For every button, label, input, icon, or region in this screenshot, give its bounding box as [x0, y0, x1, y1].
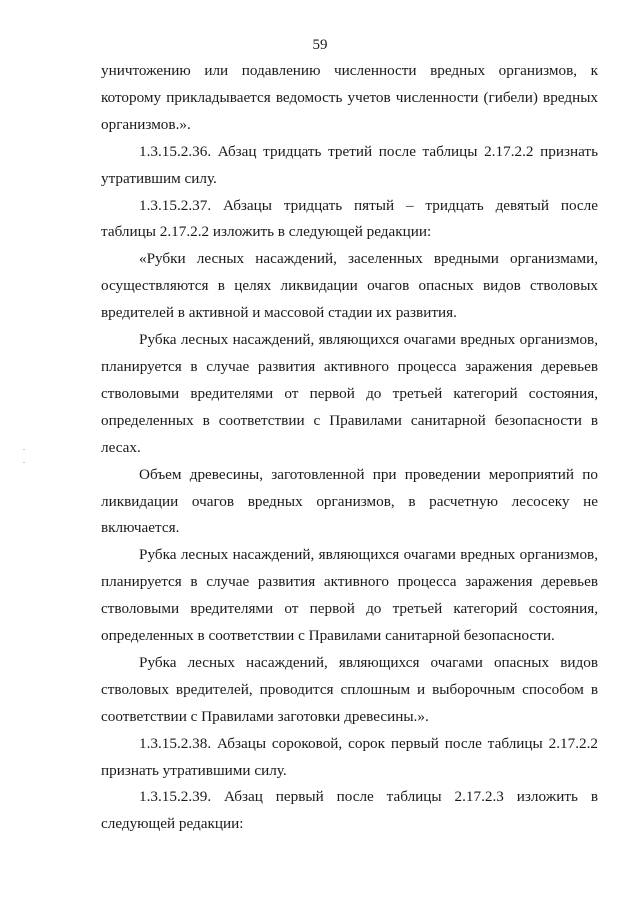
paragraph-item-36: 1.3.15.2.36. Абзац тридцать третий после таблицы 2.17.2.2 признать утратившим силу. [101, 142, 598, 187]
quoted-paragraph: «Рубки лесных насаждений, заселенных вредными организмами, осуществляются в целях ликвидации очагов опасных видов стволовых вредителей в активной и массовой стадии их развития. [101, 250, 598, 322]
paragraph-item-39: 1.3.15.2.39. Абзац первый после таблицы 2.17.2.3 изложить в следующей редакции: [101, 788, 598, 833]
paragraph-item-37: 1.3.15.2.37. Абзацы тридцать пятый – тридцать девятый после таблицы 2.17.2.2 изложить в следующей редакции: [101, 196, 598, 241]
scan-mark [23, 449, 25, 450]
page-number: 59 [312, 37, 328, 53]
quoted-paragraph: Рубка лесных насаждений, являющихся очагами опасных видов стволовых вредителей, проводится сплошным и выборочным способом в соответствии с Правилами заготовки древесины.». [101, 653, 598, 725]
document-body [101, 58, 598, 838]
scan-mark [23, 462, 25, 463]
paragraph-item-38: 1.3.15.2.38. Абзацы сороковой, сорок первый после таблицы 2.17.2.2 признать утратившими силу. [101, 734, 598, 779]
quoted-paragraph: Рубка лесных насаждений, являющихся очагами вредных организмов, планируется в случае развития активного процесса заражения деревьев стволовыми вредителями от первой до третьей категорий состояния, определенных в соответствии с Правилами санитарной безопасности в лесах. [101, 331, 598, 456]
paragraph-continuation: уничтожению или подавлению численности вредных организмов, к которому прикладывается ведомость учетов численности (гибели) вредных организмов.». [101, 62, 598, 133]
quoted-paragraph: Рубка лесных насаждений, являющихся очагами вредных организмов, планируется в случае развития активного процесса заражения деревьев стволовыми вредителями от первой до третьей категорий состояния, определенных в соответствии с Правилами санитарной безопасности. [101, 546, 598, 645]
quoted-paragraph: Объем древесины, заготовленной при проведении мероприятий по ликвидации очагов вредных организмов, в расчетную лесосеку не включается. [101, 465, 598, 537]
